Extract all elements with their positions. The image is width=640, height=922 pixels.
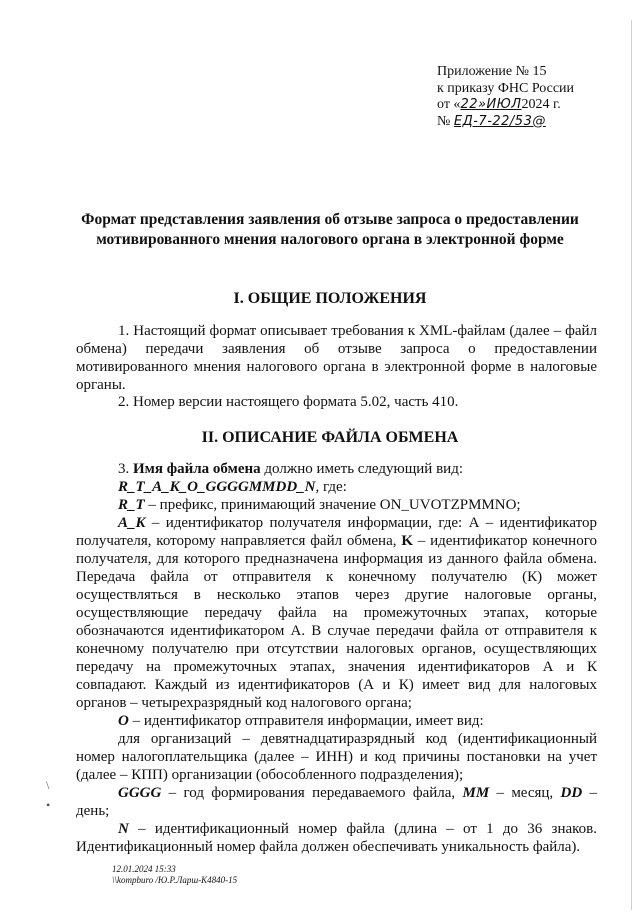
- margin-mark-1: \: [46, 778, 50, 792]
- pattern-suffix: , где:: [315, 479, 347, 495]
- appendix-date: [437, 97, 574, 114]
- date-suffix: 2024 г.: [521, 97, 561, 112]
- rt-definition: [76, 496, 597, 514]
- dd-label: DD: [560, 785, 583, 801]
- footer-timestamp: 12.01.2024 15:33: [112, 864, 176, 874]
- mm-text: – месяц,: [489, 785, 561, 801]
- org-definition: для организаций – девятнадцатиразрядный код (идентификационный номер налогоплательщика (далее – ИНН) и код причины постановки на учет (далее – КПП) организации (обособленного подразделения);: [76, 731, 597, 783]
- title-line-1: Формат представления заявления об отзыве запроса о предоставлении: [81, 211, 579, 228]
- p3-rest: должно иметь следующий вид:: [260, 461, 463, 477]
- section-2-body: [76, 460, 597, 856]
- footer-path: \\kompburo /Ю.Р.Ларш-К4840-15: [112, 875, 238, 885]
- date-definition: [76, 784, 597, 820]
- rt-text: – префикс, принимающий значение ON_UVOTZPMMNO;: [144, 497, 521, 513]
- dd-text: – день;: [76, 785, 598, 819]
- date-prefix: от «: [437, 97, 461, 112]
- title-line-2: мотивированного мнения налогового органа в электронной форме: [96, 231, 564, 248]
- margin-mark-2: •: [46, 798, 51, 812]
- appendix-header: [437, 64, 574, 130]
- gggg-text: – год формирования передаваемого файла,: [161, 785, 463, 801]
- paragraph-1: 1. Настоящий формат описывает требования к XML-файлам (далее – файл обмена) передачи заявления об отзыве запроса о предоставлении мотивированного мнения налогового органа в электронной форме в налоговые органы.: [76, 323, 597, 393]
- o-definition: [76, 712, 597, 730]
- paragraph-2: 2. Номер версии настоящего формата 5.02, часть 410.: [118, 394, 459, 410]
- section-2-heading: II. ОПИСАНИЕ ФАЙЛА ОБМЕНА: [201, 429, 459, 446]
- ak-k-label: K: [401, 533, 413, 549]
- document-footer: [112, 864, 237, 886]
- n-definition: [76, 820, 597, 856]
- n-label: N: [118, 821, 129, 837]
- document-title: [60, 210, 600, 250]
- appendix-order: к приказу ФНС России: [437, 80, 575, 96]
- o-text: – идентификатор отправителя информации, имеет вид:: [128, 713, 484, 729]
- page-edge-line: [631, 20, 632, 910]
- ak-text-1: – идентификатор получателя информации, где: А – идентификатор получателя, которому направляется файл обмена,: [76, 515, 597, 549]
- handwritten-date: 22»ИЮЛ: [460, 97, 522, 112]
- pattern-code: R_T_A_K_O_GGGGMMDD_N: [118, 479, 316, 495]
- handwritten-number: ЕД-7-22/53@: [453, 113, 546, 129]
- section-1-heading: I. ОБЩИЕ ПОЛОЖЕНИЯ: [233, 290, 427, 307]
- gggg-label: GGGG: [118, 785, 162, 801]
- paragraph-3: [76, 460, 597, 478]
- ak-definition: [76, 514, 597, 712]
- mm-label: MM: [462, 785, 490, 801]
- filename-pattern: [76, 478, 597, 496]
- ak-label: A_K: [118, 515, 146, 531]
- p3-bold-term: Имя файла обмена: [133, 461, 261, 477]
- number-prefix: №: [437, 113, 454, 129]
- rt-label: R_T: [118, 497, 145, 513]
- n-text: – идентификационный номер файла (длина – от 1 до 36 знаков. Идентификационный номер файла должен обеспечивать уникальность файла).: [76, 821, 597, 855]
- o-label: O: [118, 713, 129, 729]
- appendix-order-number: [437, 114, 574, 131]
- p3-number: 3.: [118, 461, 133, 477]
- ak-text-2: – идентификатор конечного получателя, для которого предназначена информация из данного файла обмена. Передача файла от отправителя к конечному получателю (К) может осуществляться в несколько этапов через другие налоговые органы, осуществляющие передачу файла на промежуточных этапах, которые обозначаются идентификатором А. В случае передачи файла от отправителя к конечному получателю при отсутствии налоговых органов, осуществляющих передачу на промежуточных этапах, значения идентификаторов А и К совпадают. Каждый из идентификаторов (А и К) имеет вид для налоговых органов – четырехразрядный код налогового органа;: [76, 533, 597, 711]
- appendix-number: Приложение № 15: [437, 64, 547, 79]
